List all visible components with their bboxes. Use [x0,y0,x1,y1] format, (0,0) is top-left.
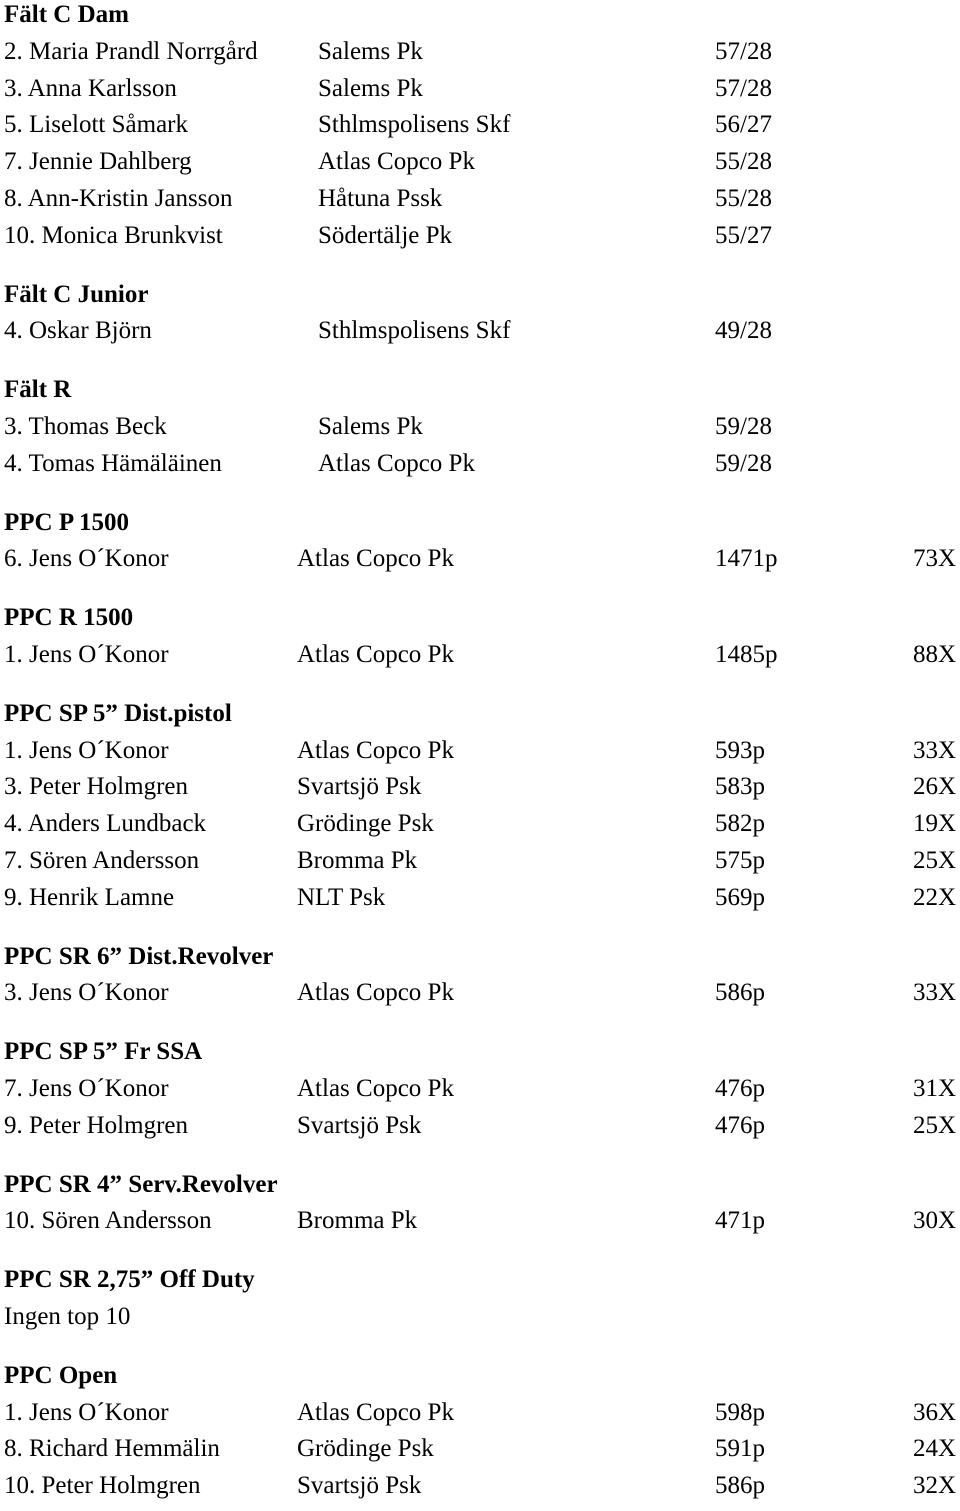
result-score: 582p [715,810,765,838]
result-name: 10. Peter Holmgren [4,1472,201,1500]
result-name: 1. Jens O´Konor [4,641,169,668]
result-club: Atlas Copco Pk [297,641,454,668]
result-row [4,412,956,442]
section-title: PPC Open [4,1361,118,1389]
result-score: 57/28 [715,37,772,65]
result-score: 586p [715,1472,765,1500]
result-club: Svartsjö Psk [297,773,422,801]
result-row [4,883,956,913]
result-score: 583p [715,773,765,801]
result-name: 5. Liselott Såmark [4,111,188,139]
result-x-count: 31X [912,1075,956,1102]
result-row [4,110,956,140]
result-club: Grödinge Psk [297,1435,434,1463]
result-club: Svartsjö Psk [297,1111,422,1139]
result-x-count: 33X [912,979,956,1007]
result-name: 7. Sören Andersson [4,847,200,874]
result-row [4,772,956,802]
result-club: Bromma Pk [297,1207,418,1235]
result-x-count: 73X [912,545,956,573]
result-name: 3. Jens O´Konor [4,979,169,1007]
result-name: 9. Peter Holmgren [4,1111,188,1139]
result-x-count: 25X [912,847,956,874]
section-title: PPC R 1500 [4,604,134,632]
result-name: 8. Richard Hemmälin [4,1435,220,1463]
result-name: 4. Anders Lundback [4,810,207,838]
result-name: 10. Sören Andersson [4,1207,212,1235]
result-name: 6. Jens O´Konor [4,545,169,573]
result-score: 471p [715,1207,765,1235]
section-title: PPC SP 5” Dist.pistol [4,699,232,727]
result-score: 575p [715,847,765,874]
result-name: 4. Oskar Björn [4,317,152,345]
result-club: Atlas Copco Pk [297,1398,454,1426]
result-club: Håtuna Pssk [318,185,443,212]
result-row [4,736,956,766]
section-title: PPC SP 5” Fr SSA [4,1038,203,1066]
result-row [4,1074,956,1104]
result-club: Salems Pk [318,413,423,440]
section-title: PPC SR 4” Serv.Revolver [4,1170,278,1198]
result-row [4,221,956,251]
result-name: 9. Henrik Lamne [4,883,175,911]
result-score: 476p [715,1075,765,1102]
result-score: 591p [715,1435,765,1463]
result-club: Atlas Copco Pk [297,1075,454,1102]
result-x-count: 30X [912,1207,956,1235]
result-score: 55/28 [715,148,772,176]
result-club: Atlas Copco Pk [297,979,454,1007]
result-name: 10. Monica Brunkvist [4,221,223,249]
result-club: Svartsjö Psk [297,1472,422,1500]
result-row [4,640,956,670]
result-score: 55/28 [715,185,772,212]
section-title: PPC SR 2,75” Off Duty [4,1266,255,1294]
result-row [4,74,956,104]
result-x-count: 36X [912,1398,956,1426]
result-score: 1471p [715,545,778,573]
section-title: Fält R [4,376,72,404]
result-name: 3. Thomas Beck [4,413,167,440]
section-title: PPC SR 6” Dist.Revolver [4,942,274,970]
result-x-count: 19X [912,810,956,838]
result-row [4,1398,956,1428]
result-score: 55/27 [715,221,772,249]
result-score: 59/28 [715,413,772,440]
result-row [4,1471,956,1501]
result-score: 1485p [715,641,778,668]
result-name: 3. Peter Holmgren [4,773,188,801]
result-club: Salems Pk [318,37,423,65]
result-name: 3. Anna Karlsson [4,74,177,102]
result-x-count: 88X [912,641,956,668]
result-row [4,37,956,67]
result-club: Sthlmspolisens Skf [318,111,511,139]
result-row [4,1111,956,1141]
result-x-count: 22X [912,883,956,911]
result-score: 59/28 [715,449,772,477]
result-name: 7. Jennie Dahlberg [4,148,192,176]
section-title: Fält C Dam [4,1,129,28]
result-row [4,1206,956,1236]
result-score: 569p [715,883,765,911]
result-x-count: 32X [912,1472,956,1500]
result-score: 56/27 [715,111,772,139]
result-row [4,449,956,479]
result-name: 1. Jens O´Konor [4,736,169,764]
result-score: 593p [715,736,765,764]
result-row [4,978,956,1008]
result-row [4,544,956,574]
section-title: Fält C Junior [4,280,149,308]
result-club: Sthlmspolisens Skf [318,317,511,345]
result-score: 476p [715,1111,765,1139]
section-note: Ingen top 10 [4,1303,131,1330]
result-club: NLT Psk [297,883,386,911]
result-name: 2. Maria Prandl Norrgård [4,37,258,65]
result-score: 49/28 [715,317,772,345]
result-club: Atlas Copco Pk [318,148,475,176]
result-x-count: 24X [912,1435,956,1463]
result-row [4,147,956,177]
result-row [4,846,956,876]
result-club: Salems Pk [318,74,423,102]
result-club: Atlas Copco Pk [297,545,454,573]
result-club: Södertälje Pk [318,221,453,249]
result-name: 4. Tomas Hämäläinen [4,449,222,477]
result-club: Bromma Pk [297,847,418,874]
result-score: 598p [715,1398,765,1426]
result-score: 57/28 [715,74,772,102]
result-name: 8. Ann-Kristin Jansson [4,185,233,212]
section-title: PPC P 1500 [4,508,129,536]
result-row [4,1434,956,1464]
result-row [4,809,956,839]
result-row [4,316,956,346]
result-name: 7. Jens O´Konor [4,1075,169,1102]
result-x-count: 26X [912,773,956,801]
result-x-count: 25X [912,1111,956,1139]
result-name: 1. Jens O´Konor [4,1398,169,1426]
result-x-count: 33X [912,736,956,764]
result-row [4,184,956,214]
result-club: Grödinge Psk [297,810,434,838]
result-club: Atlas Copco Pk [318,449,475,477]
result-score: 586p [715,979,765,1007]
result-club: Atlas Copco Pk [297,736,454,764]
